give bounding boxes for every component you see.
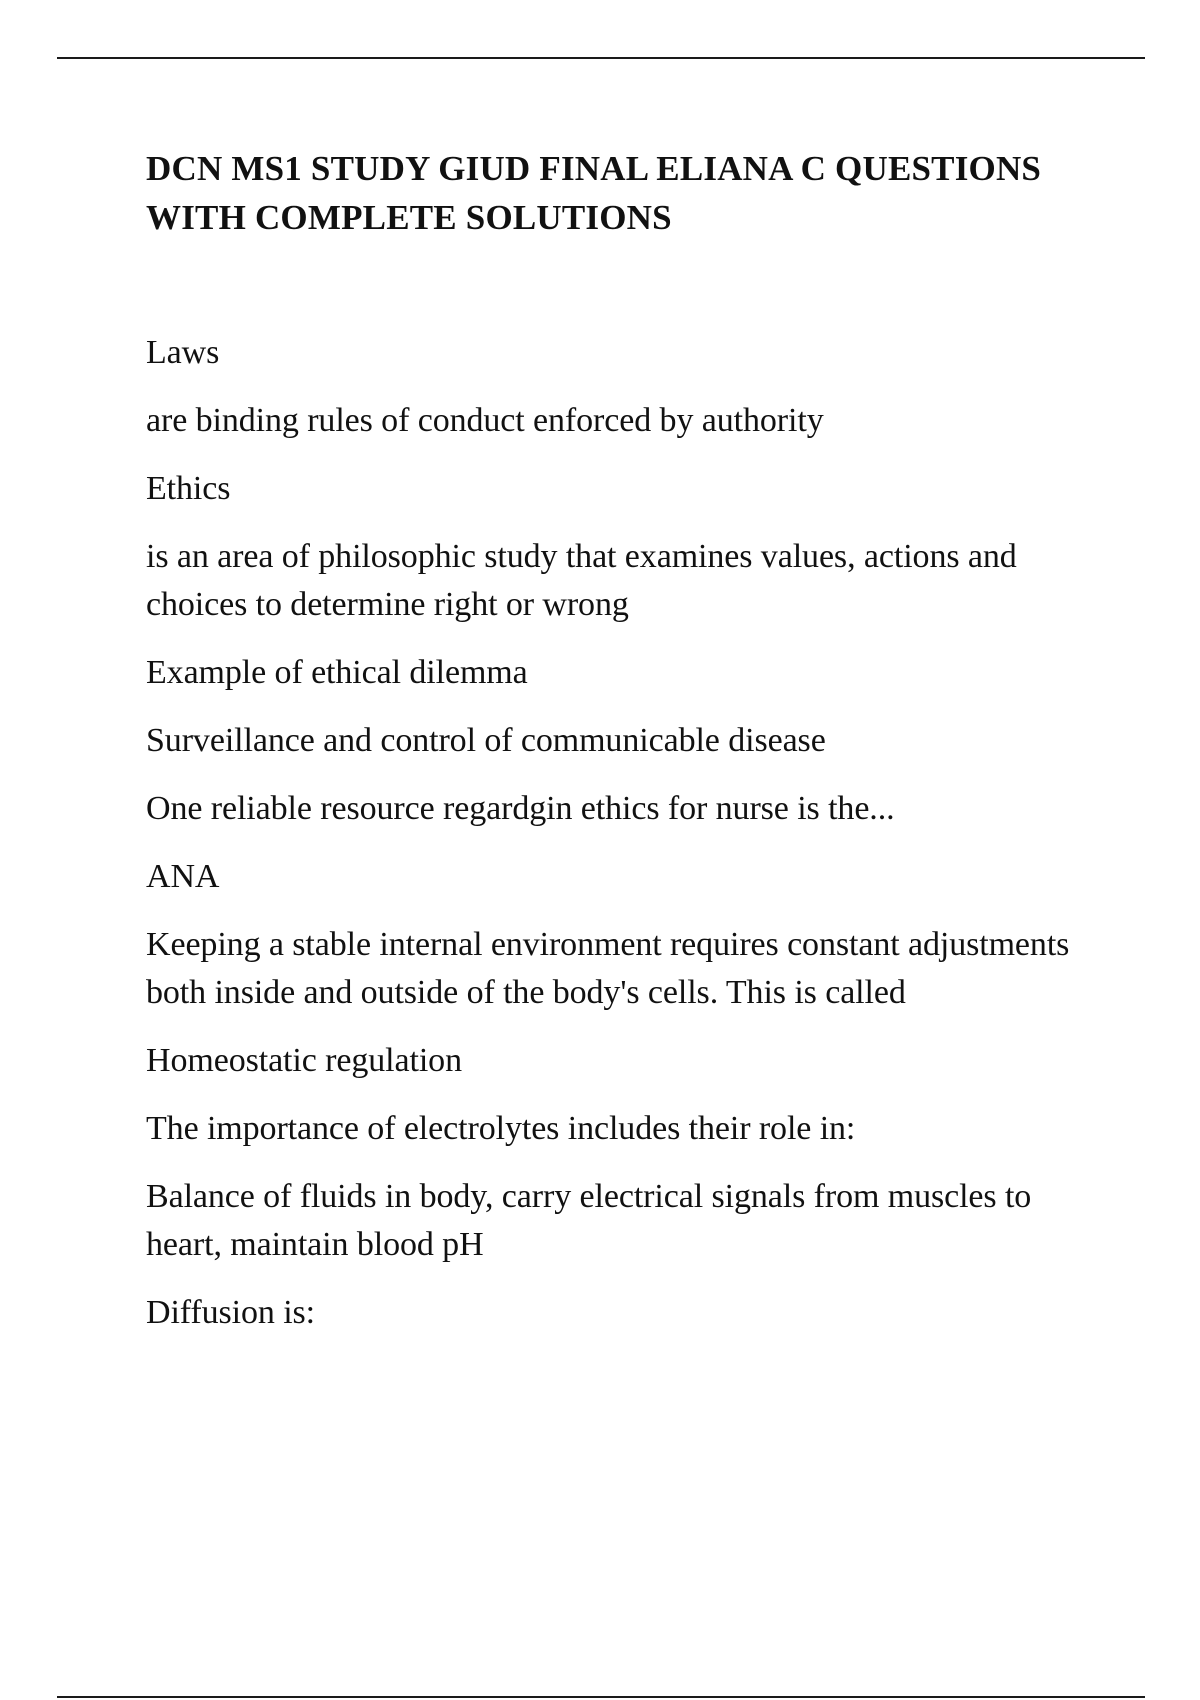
- question-text: Ethics: [146, 470, 231, 507]
- answer-text: are binding rules of conduct enforced by authority: [146, 402, 824, 439]
- question-text: Keeping a stable internal environment requires constant adjustments both inside and outside of the body's cells. This is called: [146, 926, 1070, 1011]
- document-body: [146, 144, 1106, 1357]
- qa-list: [146, 329, 1106, 1337]
- question-text: Example of ethical dilemma: [146, 654, 528, 691]
- question-text: The importance of electrolytes includes their role in:: [146, 1110, 856, 1147]
- document-title: DCN MS1 STUDY GIUD FINAL ELIANA C QUESTIONS WITH COMPLETE SOLUTIONS: [146, 149, 1042, 237]
- answer-text: Homeostatic regulation: [146, 1042, 462, 1079]
- question-text: Diffusion is:: [146, 1294, 316, 1331]
- answer-text: Balance of fluids in body, carry electrical signals from muscles to heart, maintain blood pH: [146, 1178, 1032, 1263]
- answer-text: is an area of philosophic study that examines values, actions and choices to determine right or wrong: [146, 538, 1017, 623]
- top-divider: [57, 57, 1145, 59]
- answer-text: ANA: [146, 858, 220, 895]
- bottom-divider: [57, 1696, 1145, 1698]
- question-text: One reliable resource regardgin ethics for nurse is the...: [146, 790, 895, 827]
- answer-text: Surveillance and control of communicable disease: [146, 722, 826, 759]
- question-text: Laws: [146, 334, 220, 371]
